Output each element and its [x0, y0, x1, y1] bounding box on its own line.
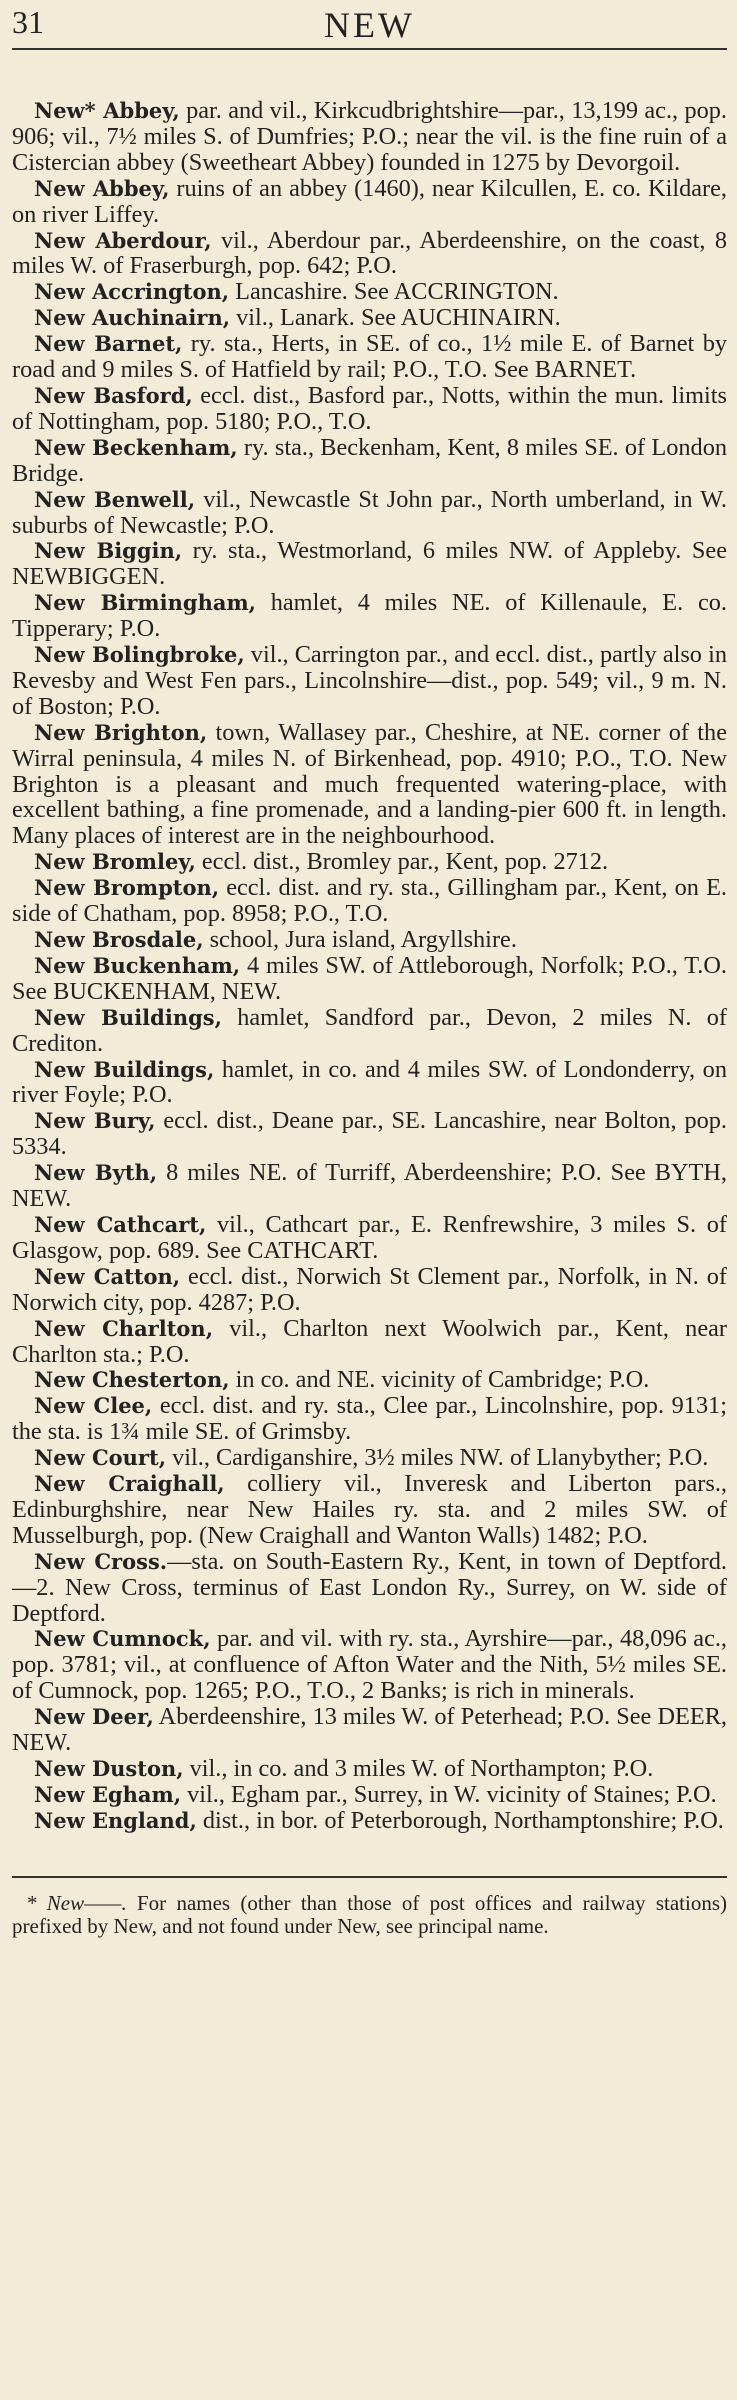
gazetteer-entry [12, 383, 727, 435]
entry-text: —sta. on South-Eastern Ry., Kent, in town of Deptford.—2. New Cross, terminus of East London Ry., Surrey, on W. side of Deptford. [12, 1547, 727, 1627]
entry-text: Aberdeenshire, 13 miles W. of Peterhead; P.O. See DEER, NEW. [12, 1703, 727, 1757]
entry-headword: New Byth, [34, 1160, 158, 1186]
entry-headword: New Abbey, [34, 175, 170, 201]
entry-text: vil., Aberdour par., Aberdeenshire, on the coast, 8 miles W. of Fraserburgh, pop. 642; P.O. [12, 226, 728, 280]
gazetteer-entry [12, 1057, 727, 1109]
entry-text: vil., Cardiganshire, 3½ miles NW. of Llanybyther; P.O. [166, 1444, 709, 1472]
entry-text: eccl. dist. and ry. sta., Gillingham par., Kent, on E. side of Chatham, pop. 8958; P.O., T.O. [12, 874, 727, 928]
footnote-text: For names (other than those of post offices and railway stations) prefixed by New, and not found under New, see principal name. [12, 1890, 727, 1938]
entry-text: dist., in bor. of Peterborough, Northamptonshire; P.O. [196, 1806, 724, 1834]
gazetteer-entry [12, 279, 727, 305]
entry-text: ry. sta., Westmorland, 6 miles NW. of Appleby. See NEWBIGGEN. [12, 537, 727, 591]
entry-headword: New Chesterton, [34, 1367, 230, 1393]
entry-headword: New Aberdour, [34, 227, 212, 253]
entry-headword: New Egham, [34, 1781, 182, 1807]
gazetteer-entry [12, 1782, 727, 1808]
gazetteer-entry [12, 176, 727, 228]
entry-headword: New Beckenham, [34, 434, 238, 460]
entry-text: eccl. dist., Norwich St Clement par., Norfolk, in N. of Norwich city, pop. 4287; P.O. [12, 1262, 727, 1316]
gazetteer-entry [12, 1471, 727, 1549]
running-head: NEW [324, 5, 415, 45]
entry-text: eccl. dist. and ry. sta., Clee par., Lincolnshire, pop. 9131; the sta. is 1¾ mile SE. of Grimsby. [12, 1392, 727, 1446]
entry-text: Lancashire. See ACCRINGTON. [229, 278, 559, 306]
entry-headword: New Deer, [34, 1704, 154, 1730]
gazetteer-entry [12, 305, 727, 331]
gazetteer-entry [12, 1626, 727, 1704]
page-number: 31 [12, 4, 44, 40]
entry-text: vil., Newcastle St John par., North umberland, in W. suburbs of Newcastle; P.O. [12, 485, 728, 539]
gazetteer-entry [12, 1212, 727, 1264]
entry-headword: New Catton, [34, 1263, 181, 1289]
entry-text: hamlet, in co. and 4 miles SW. of Londonderry, on river Foyle; P.O. [12, 1055, 727, 1109]
gazetteer-entry [12, 927, 727, 953]
entry-headword: New Cross. [34, 1548, 168, 1574]
entry-headword: New Court, [34, 1445, 167, 1471]
entry-text: eccl. dist., Basford par., Notts, within the mun. limits of Nottingham, pop. 5180; P.O., T.O. [12, 381, 727, 435]
gazetteer-entry [12, 1445, 727, 1471]
gazetteer-entry [12, 849, 727, 875]
gazetteer-entry [12, 538, 727, 590]
entry-text: par. and vil., Kirkcudbrightshire—par., 13,199 ac., pop. 906; vil., 7½ miles S. of Dumfries; P.O.; near the vil. is the fine ruin of a Cistercian abbey (Sweetheart Abbey) founded in 1275 by Devorgoil. [12, 97, 727, 176]
entry-headword: New Cumnock, [34, 1626, 211, 1652]
gazetteer-entry [12, 1367, 727, 1393]
page-header [12, 0, 727, 52]
entry-text: ry. sta., Herts, in SE. of co., 1½ mile E. of Barnet by road and 9 miles S. of Hatfield by rail; P.O., T.O. See BARNET. [12, 330, 727, 384]
gazetteer-entry [12, 953, 727, 1005]
gazetteer-entry [12, 98, 727, 176]
entry-headword: New* Abbey, [34, 98, 180, 123]
entry-headword: New Buildings, [34, 1056, 215, 1082]
entry-headword: New Bury, [34, 1108, 156, 1134]
entry-headword: New Bromley, [34, 849, 196, 875]
entry-text: vil., in co. and 3 miles W. of Northampton; P.O. [183, 1755, 654, 1782]
gazetteer-entry [12, 1549, 727, 1627]
entry-text: ruins of an abbey (1460), near Kilcullen, E. co. Kildare, on river Liffey. [12, 174, 727, 228]
gazetteer-entry [12, 1108, 727, 1160]
entry-headword: New Barnet, [34, 331, 183, 357]
entry-text: vil., Carrington par., and eccl. dist., partly also in Revesby and West Fen pars., Lincolnshire—dist., pop. 549; vil., 9 m. N. of Boston; P.O. [12, 641, 727, 720]
entry-text: vil., Egham par., Surrey, in W. vicinity of Staines; P.O. [181, 1780, 717, 1808]
entry-headword: New Buckenham, [34, 952, 241, 978]
entry-headword: New Charlton, [34, 1315, 214, 1341]
entry-text: school, Jura island, Argyllshire. [203, 926, 517, 953]
entry-text: hamlet, Sandford par., Devon, 2 miles N. of Crediton. [12, 1003, 727, 1057]
gazetteer-entry [12, 1264, 727, 1316]
entry-text: hamlet, 4 miles NE. of Killenaule, E. co. Tipperary; P.O. [12, 589, 727, 643]
entry-headword: New Clee, [34, 1393, 153, 1419]
entry-text: vil., Lanark. See AUCHINAIRN. [230, 304, 561, 332]
gazetteer-entry [12, 228, 727, 280]
gazetteer-entry [12, 487, 727, 539]
gazetteer-entry [12, 720, 727, 850]
entry-text: par. and vil. with ry. sta., Ayrshire—par., 48,096 ac., pop. 3781; vil., at confluence of Afton Water and the Nith, 5½ miles SE. of Cumnock, pop. 1265; P.O., T.O., 2 Banks; is rich in minerals. [12, 1625, 727, 1705]
entry-headword: New Brighton, [34, 719, 208, 745]
entry-headword: New Auchinairn, [34, 305, 231, 331]
gazetteer-entry [12, 875, 727, 927]
entry-text: vil., Cathcart par., E. Renfrewshire, 3 miles S. of Glasgow, pop. 689. See CATHCART. [12, 1210, 727, 1264]
entry-text: town, Wallasey par., Cheshire, at NE. corner of the Wirral peninsula, 4 miles N. of Birkenhead, pop. 4910; P.O., T.O. New Brighton is a pleasant and much frequented watering-place, with excellent bathing, a fine promenade, and a landing-pier 600 ft. in length. Many places of interest are in the neighbourhood. [12, 718, 727, 850]
entry-text: 8 miles NE. of Turriff, Aberdeenshire; P.O. See BYTH, NEW. [12, 1159, 727, 1213]
entry-headword: New Benwell, [34, 486, 196, 512]
gazetteer-entry [12, 435, 727, 487]
entry-headword: New Bolingbroke, [34, 642, 245, 668]
entry-headword: New Birmingham, [34, 590, 256, 616]
gazetteer-entries [12, 52, 727, 1834]
entry-text: vil., Charlton next Woolwich par., Kent, near Charlton sta.; P.O. [12, 1314, 727, 1368]
gazetteer-entry [12, 1005, 727, 1057]
gazetteer-entry [12, 1316, 727, 1368]
entry-headword: New Accrington, [34, 279, 230, 305]
entry-text: in co. and NE. vicinity of Cambridge; P.O. [229, 1366, 650, 1394]
entry-text: eccl. dist., Bromley par., Kent, pop. 2712. [195, 848, 609, 876]
gazetteer-entry [12, 1808, 727, 1834]
footnote-rule [12, 1876, 727, 1878]
footnote [12, 1892, 727, 1938]
entry-headword: New Brosdale, [34, 927, 204, 952]
entry-headword: New Biggin, [34, 538, 183, 564]
gazetteer-entry [12, 642, 727, 720]
entry-headword: New Buildings, [34, 1004, 222, 1030]
entry-text: eccl. dist., Deane par., SE. Lancashire, near Bolton, pop. 5334. [12, 1107, 727, 1161]
entry-headword: New England, [34, 1807, 197, 1833]
entry-headword: New Cathcart, [34, 1211, 207, 1237]
gazetteer-entry [12, 590, 727, 642]
gazetteer-entry [12, 1160, 727, 1212]
header-rule [12, 48, 727, 50]
gazetteer-entry [12, 1393, 727, 1445]
entry-text: ry. sta., Beckenham, Kent, 8 miles SE. of London Bridge. [12, 433, 727, 487]
gazetteer-entry [12, 331, 727, 383]
entry-text: colliery vil., Inveresk and Liberton pars., Edinburghshire, near New Hailes ry. sta. and 2 miles SW. of Musselburgh, pop. (New Craighall and Wanton Walls) 1482; P.O. [12, 1470, 727, 1549]
gazetteer-entry [12, 1704, 727, 1756]
entry-headword: New Brompton, [34, 875, 220, 901]
entry-headword: New Craighall, [34, 1471, 225, 1497]
footnote-marker: * New——. [26, 1890, 127, 1915]
entry-headword: New Duston, [34, 1756, 184, 1781]
entry-headword: New Basford, [34, 382, 193, 408]
gazetteer-entry [12, 1756, 727, 1782]
entry-text: 4 miles SW. of Attleborough, Norfolk; P.O., T.O. See BUCKENHAM, NEW. [12, 951, 727, 1005]
